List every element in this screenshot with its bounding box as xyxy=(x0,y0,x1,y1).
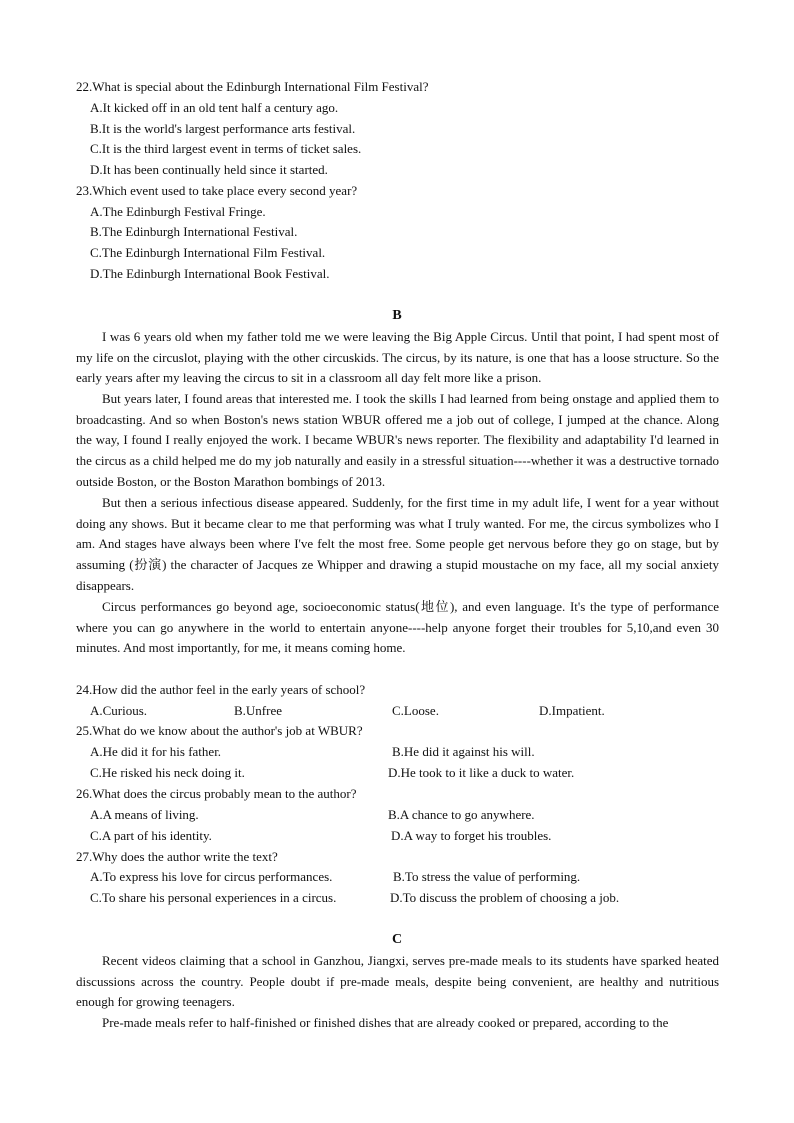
section-b-paragraph-3: But then a serious infectious disease appeared. Suddenly, for the first time in my adult life, I went for a year without doing any shows. But it became clear to me that performing was what I truly wanted. For me, the circus symbolizes who I am. And stages have always been where I've felt the most free. Some people get nervous before they go on stage, but by assuming (扮演) the character of Jacques ze Whipper and drawing a stupid moustache on my face, all my social anxiety disappears. xyxy=(76,495,719,593)
question-23-option-a: A.The Edinburgh Festival Fringe. xyxy=(90,204,266,219)
question-26-option-d: D.A way to forget his troubles. xyxy=(391,828,552,843)
question-22-option-c: C.It is the third largest event in terms of ticket sales. xyxy=(90,141,362,156)
question-26-option-b: B.A chance to go anywhere. xyxy=(388,807,535,822)
question-23-option-d: D.The Edinburgh International Book Festival. xyxy=(90,266,330,281)
question-26-stem: 26.What does the circus probably mean to the author? xyxy=(76,786,357,801)
question-25-stem: 25.What do we know about the author's job at WBUR? xyxy=(76,723,363,738)
question-27-stem: 27.Why does the author write the text? xyxy=(76,849,278,864)
section-b-paragraph-2: But years later, I found areas that interested me. I took the skills I had learned from being onstage and applied them to broadcasting. And so when Boston's news station WBUR offered me a job out of college, I jumped at the chance. Along the way, I found I really enjoyed the work. I became WBUR's news reporter. The flexibility and adaptability I'd learned in the circus as a child helped me do my job naturally and easily in a stressful situation----whether it was a destructive tornado outside Boston, or the Boston Marathon bombings of 2013. xyxy=(76,391,719,489)
section-c-paragraph-2: Pre-made meals refer to half-finished or finished dishes that are already cooked or prepared, according to the xyxy=(102,1015,669,1030)
question-27-option-b: B.To stress the value of performing. xyxy=(393,869,581,884)
question-25-option-a: A.He did it for his father. xyxy=(90,744,222,759)
question-22-option-a: A.It kicked off in an old tent half a century ago. xyxy=(90,100,339,115)
question-23-option-b: B.The Edinburgh International Festival. xyxy=(90,224,298,239)
question-27-option-c: C.To share his personal experiences in a circus. xyxy=(90,890,337,905)
question-24-option-d: D.Impatient. xyxy=(539,703,605,718)
question-25-option-c: C.He risked his neck doing it. xyxy=(90,765,245,780)
question-26-option-c: C.A part of his identity. xyxy=(90,828,212,843)
question-27-option-a: A.To express his love for circus performances. xyxy=(90,869,333,884)
question-23-option-c: C.The Edinburgh International Film Festival. xyxy=(90,245,326,260)
section-c-title: C xyxy=(391,932,403,947)
question-23-stem: 23.Which event used to take place every second year? xyxy=(76,183,358,198)
section-b-paragraph-4: Circus performances go beyond age, socioeconomic status(地位), and even language. It's the type of performance where you can go anywhere in the world to entertain anyone----help anyone forget their troubles for 5,10,and even 30 minutes. And most importantly, for me, it means coming home. xyxy=(76,599,719,656)
question-25-option-b: B.He did it against his will. xyxy=(392,744,535,759)
question-25-option-d: D.He took to it like a duck to water. xyxy=(388,765,575,780)
question-22-option-b: B.It is the world's largest performance arts festival. xyxy=(90,121,356,136)
question-22-option-d: D.It has been continually held since it started. xyxy=(90,162,328,177)
question-26-option-a: A.A means of living. xyxy=(90,807,199,822)
section-b-paragraph-1: I was 6 years old when my father told me we were leaving the Big Apple Circus. Until that point, I had spent most of my life on the circuslot, playing with the other circuskids. The circus, by its nature, is one that has a loose structure. So the early years after my leaving the circus to sit in a classroom all day felt more like a prison. xyxy=(76,329,719,386)
question-27-option-d: D.To discuss the problem of choosing a job. xyxy=(390,890,620,905)
question-24-option-c: C.Loose. xyxy=(392,703,439,718)
section-c-paragraph-1: Recent videos claiming that a school in Ganzhou, Jiangxi, serves pre-made meals to its students have sparked heated discussions across the country. People doubt if pre-made meals, despite being convenient, are healthy and nutritious enough for growing teenagers. xyxy=(76,953,719,1010)
section-b-title: B xyxy=(392,308,402,323)
question-24-option-b: B.Unfree xyxy=(234,703,283,718)
question-24-option-a: A.Curious. xyxy=(90,703,148,718)
question-24-stem: 24.How did the author feel in the early years of school? xyxy=(76,682,366,697)
question-22-stem: 22.What is special about the Edinburgh International Film Festival? xyxy=(76,79,429,94)
